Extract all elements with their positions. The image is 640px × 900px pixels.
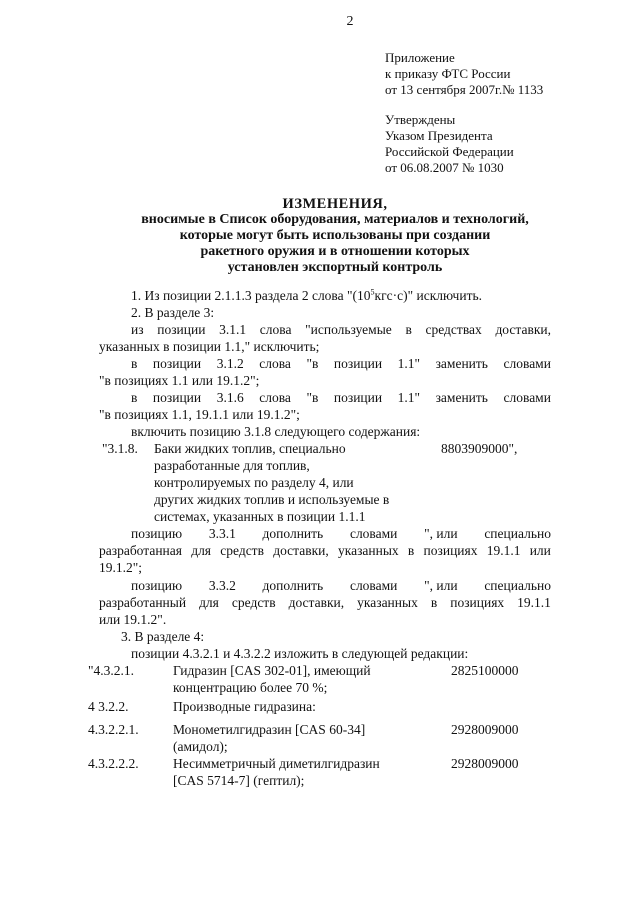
word: позициях — [450, 595, 505, 610]
word: дополнить — [262, 526, 324, 541]
paragraph-4-line2: "в позициях 1.1 или 19.1.2"; — [99, 373, 260, 388]
item-text: Монометилгидразин [CAS 60-34] — [173, 722, 366, 737]
word: указанных — [337, 543, 399, 558]
item-text: Несимметричный диметилгидразин — [173, 756, 380, 771]
word: словами — [503, 390, 551, 405]
word: позицию — [131, 578, 183, 593]
word: доставки, — [273, 543, 329, 558]
word: 3.1.6 — [216, 390, 244, 405]
paragraph-8-line1 — [131, 578, 551, 594]
word: словами — [349, 526, 398, 541]
word: средствах — [425, 322, 482, 337]
word: позицию — [131, 526, 183, 541]
paragraph-7-line1 — [131, 526, 551, 542]
word: 3.1.2 — [216, 356, 244, 371]
paragraph-9: 3. В разделе 4: — [121, 629, 205, 644]
word: "используемые — [305, 322, 392, 337]
title-line: вносимые в Список оборудования, материалов и технологий, — [141, 212, 529, 227]
word: доставки, — [495, 322, 551, 337]
word: из — [131, 322, 144, 337]
title-line: ракетного оружия и в отношении которых — [200, 244, 470, 259]
paragraph-6: включить позицию 3.1.8 следующего содержания: — [131, 424, 421, 439]
approval-line: Российской Федерации — [385, 144, 514, 159]
text-span: кгс·с)" исключить. — [374, 288, 483, 303]
item-text: [CAS 5714-7] (гептил); — [173, 773, 305, 788]
word: 1.1" — [397, 390, 421, 405]
word: 19.1.1 — [517, 595, 551, 610]
paragraph-3-line2: указанных в позиции 1.1," исключить; — [99, 339, 320, 354]
word: специально — [484, 526, 551, 541]
item-tnved-code: 2825100000 — [451, 663, 519, 678]
text-span: 1. Из позиции 2.1.1.3 раздела 2 слова "(10 — [131, 288, 371, 303]
item-text: Баки жидких топлив, специально — [154, 441, 346, 456]
item-tnved-code: 2928009000 — [451, 722, 519, 737]
word: разработанный — [99, 595, 187, 610]
paragraph-10: позиции 4.3.2.1 и 4.3.2.2 изложить в следующей редакции: — [131, 646, 469, 661]
word: средств — [220, 543, 264, 558]
item-code: "4.3.2.1. — [88, 663, 135, 678]
approval-line: Указом Президента — [385, 128, 493, 143]
item-text: Гидразин [CAS 302-01], имеющий — [173, 663, 371, 678]
item-code: 4.3.2.2.1. — [88, 722, 139, 737]
document-title — [100, 196, 570, 276]
word: позициях — [423, 543, 478, 558]
item-text: разработанные для топлив, — [154, 458, 310, 473]
word: в — [405, 322, 412, 337]
word: в — [407, 543, 415, 558]
word: "в — [306, 390, 319, 405]
word: ", или — [424, 578, 458, 593]
title-main: ИЗМЕНЕНИЯ, — [282, 196, 388, 212]
item-tnved-code: 2928009000 — [451, 756, 519, 771]
approval-line: от 06.08.2007 № 1030 — [385, 160, 504, 175]
word: слова — [259, 356, 291, 371]
word: средств — [231, 595, 276, 610]
item-text: (амидол); — [173, 739, 228, 754]
word: словами — [503, 356, 551, 371]
word: для — [199, 595, 219, 610]
word: специально — [484, 578, 551, 593]
superscript: 5 — [370, 287, 375, 297]
word: в — [430, 595, 438, 610]
word: ", или — [424, 526, 458, 541]
item-text: контролируемых по разделу 4, или — [154, 475, 354, 490]
word: "в — [306, 356, 319, 371]
annex-line: Приложение — [385, 50, 455, 65]
annex-line: к приказу ФТС России — [385, 66, 511, 81]
word: для — [191, 543, 212, 558]
annex-line: от 13 сентября 2007г.№ 1133 — [385, 82, 544, 97]
item-tnved-code: 8803909000", — [441, 441, 518, 456]
item-text: других жидких топлив и используемые в — [154, 492, 390, 507]
approval-block — [385, 112, 514, 176]
paragraph-5-line1 — [131, 390, 551, 406]
item-text: концентрацию более 70 %; — [173, 680, 328, 695]
word: заменить — [435, 390, 488, 405]
paragraph-8-line2 — [99, 595, 551, 611]
paragraph-5-line2: "в позициях 1.1, 19.1.1 или 19.1.2"; — [99, 407, 300, 422]
paragraph-8-line3: или 19.1.2". — [99, 612, 167, 627]
word: позиции — [333, 356, 383, 371]
word: или — [529, 543, 551, 558]
word: позиции — [333, 390, 383, 405]
word: позиции — [157, 322, 206, 337]
item-text: Производные гидразина: — [173, 699, 316, 714]
word: слова — [259, 322, 292, 337]
paragraph-3-line1 — [131, 322, 551, 338]
paragraph-4-line1 — [131, 356, 551, 372]
paragraph-7-line3: 19.1.2"; — [99, 560, 143, 575]
word: разработанная — [99, 543, 182, 558]
word: 3.3.1 — [208, 526, 236, 541]
word: в — [131, 390, 138, 405]
word: 3.3.2 — [208, 578, 236, 593]
item-code: 4 3.2.2. — [88, 699, 129, 714]
word: заменить — [435, 356, 488, 371]
word: 19.1.1 — [486, 543, 521, 558]
item-text: системах, указанных в позиции 1.1.1 — [154, 509, 366, 524]
paragraph-7-line2 — [99, 543, 551, 559]
word: позиции — [152, 356, 202, 371]
title-line: которые могут быть использованы при создании — [179, 228, 491, 243]
annex-block — [385, 50, 543, 98]
item-code: 4.3.2.2.2. — [88, 756, 139, 771]
approval-line: Утверждены — [385, 112, 456, 127]
word: доставки, — [288, 595, 345, 610]
word: указанных — [357, 595, 418, 610]
word: слова — [259, 390, 291, 405]
paragraph-1 — [131, 288, 482, 304]
word: 3.1.1 — [219, 322, 247, 337]
word: позиции — [152, 390, 202, 405]
title-line: установлен экспортный контроль — [227, 260, 443, 275]
word: словами — [349, 578, 398, 593]
word: в — [131, 356, 138, 371]
item-code: "3.1.8. — [102, 441, 138, 456]
word: дополнить — [262, 578, 324, 593]
page-number: 2 — [346, 14, 354, 29]
paragraph-2: 2. В разделе 3: — [131, 305, 215, 320]
word: 1.1" — [397, 356, 421, 371]
